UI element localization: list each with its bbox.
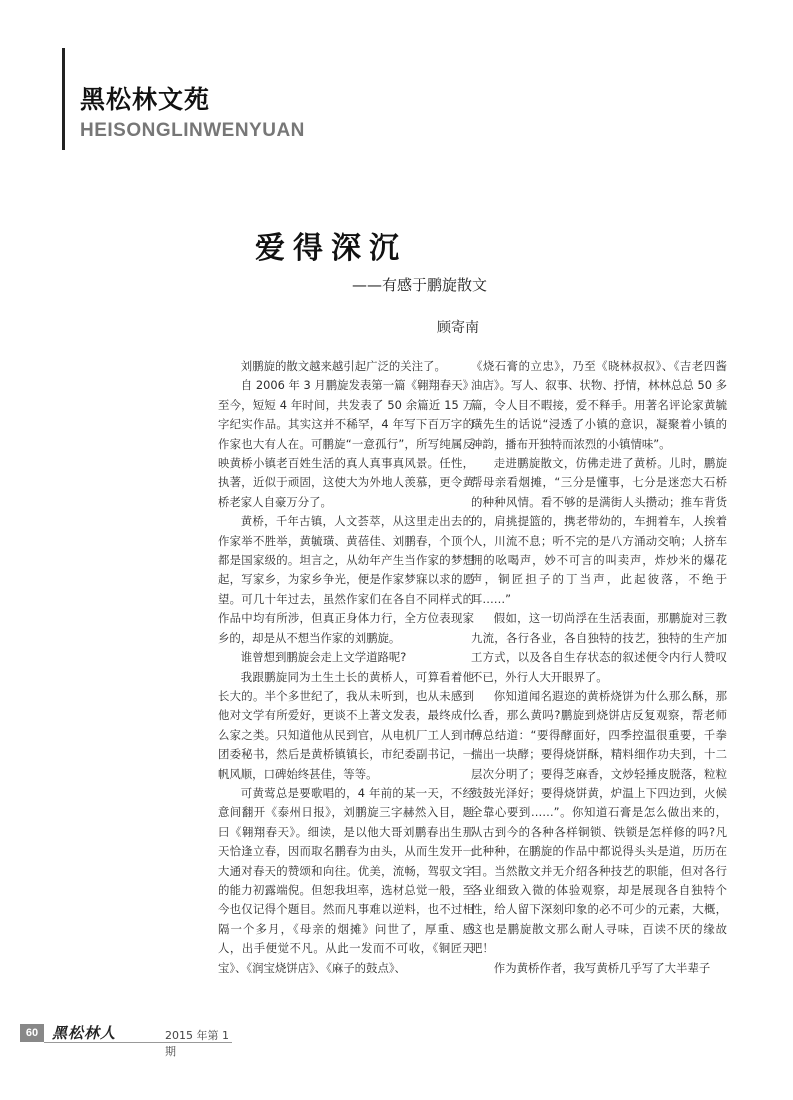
- paragraph: 自 2006 年 3 月鹏旋发表第一篇《翱翔春天》至今，短短 4 年时间，共发表了 50 余篇近 15 万字纪实作品。其实这并不稀罕，4 年写下百万字的作家也大有人在。可鹏旋“一意孤行”，所写纯属反映黄桥小镇老百姓生活的真人真事真风景。任性，执著，近似于顽固，这使大为外地人羡慕，更令黄桥老家人自豪万分了。: [218, 378, 474, 509]
- paragraph: 作为黄桥作者，我写黄桥几乎写了大半辈子: [493, 960, 711, 975]
- issue-label: 2015 年第 1 期: [165, 1029, 229, 1058]
- article-author: 顾寄南: [437, 320, 479, 336]
- paragraph: 黄桥，千年古镇，人文荟萃，从这里走出去的作家举不胜举，黄毓璜、黄蓓佳、刘鹏春，个顶个都是国家级的。坦言之，从幼年产生当作家的梦想起，写家乡，为家乡争光，便是作家梦寐以求的愿望。可几十年过去，虽然作家们在各自不同样式的作品中均有所涉，但真正身体力行，全方位表现家乡的，却是从不想当作家的刘鹏旋。: [218, 514, 474, 645]
- section-title: 黑松林文苑: [80, 85, 211, 114]
- paragraph: 你知道闻名遐迩的黄桥烧饼为什么那么酥，那么香，那么黄吗?鹏旋到烧饼店反复观察，帮老师傅总结道：“要得酵面好，四季控温很重要，千拳揣出一块酵；要得烧饼酥，精料细作功夫到，十二层次分明了；要得芝麻香，文炒轻捶皮脱落，粒粒鼓鼓光泽好；要得烧饼黄，炉温上下四边到，火候全靠心要到……”。你知道石膏是怎么做出来的，从古到今的各种各样铜锁、铁锁是怎样修的吗?凡此种种，在鹏旋的作品中都说得头头是道，历历在目。当然散文并无介绍各种技艺的职能，但对各行各业细致入微的体验观察，却是展现各自独特个性，给人留下深刻印象的必不可少的元素，大概，这也是鹏旋散文那么耐人寻味，百读不厌的缘故吧！: [471, 688, 727, 956]
- paragraph: 假如，这一切尚浮在生活表面，那鹏旋对三教九流，各行各业，各自独特的技艺，独特的生产加工方式，以及各自生存状态的叙述便令内行人赞叹不已，外行人大开眼界了。: [471, 611, 727, 684]
- paragraph: 可黄莺总是要歌唱的，4 年前的某一天，不经意间翻开《泰州日报》，刘鹏旋三字赫然入目，题曰《翱翔春天》。细读，是以他大哥刘鹏春出生那天恰逢立春，因而取名鹏春为由头，从而生发开一大通对春天的赞颂和向往。优美，流畅，驾驭文字的能力初露端倪。但恕我坦率，选材总觉一般，至今也仅记得个题目。然而凡事难以逆料，也不过相隔一个多月，《母亲的烟摊》问世了，厚重、感人，出手便觉不凡。从此一发而不可收，《铜匠天宝》、《润宝烧饼店》、《麻子的鼓点》、: [218, 785, 474, 975]
- paragraph: 刘鹏旋的散文越来越引起广泛的关注了。: [240, 359, 446, 373]
- page-number: 60: [20, 1024, 44, 1042]
- footer-divider: [44, 1042, 232, 1043]
- magazine-logo: 黑松林人: [52, 1024, 117, 1042]
- page-footer: [20, 1022, 232, 1058]
- paragraph: 我跟鹏旋同为土生土长的黄桥人，可算看着他长大的。半个多世纪了，我从未听到，也从未感到他对文学有所爱好，更谈不上著文发表，最终成什么家之类。只知道他从民到官，从电机厂工人到市团委秘书，然后是黄桥镇镇长，市纪委副书记，一帆风顺，口碑始终甚佳，等等。: [218, 669, 474, 781]
- right-column: [471, 357, 727, 978]
- paragraph: 《烧石膏的立忠》，乃至《晓林叔叔》、《吉老四酱油店》。写人、叙事、状物、抒情，林林总总 50 多篇，令人目不暇接，爱不释手。用著名评论家黄毓璜先生的话说“浸透了小镇的意识，凝聚着小镇的神韵，播布开独特而浓烈的小镇情味”。: [471, 359, 727, 451]
- paragraph: 谁曾想到鹏旋会走上文学道路呢?: [240, 650, 407, 665]
- article-title: 爱得深沉: [255, 231, 407, 266]
- article-subtitle: ——有感于鹏旋散文: [352, 276, 488, 294]
- section-subtitle: HEISONGLINWENYUAN: [80, 120, 305, 141]
- section-bar: [62, 48, 65, 150]
- paragraph: 走进鹏旋散文，仿佛走进了黄桥。儿时，鹏旋帮母亲看烟摊，“三分是懂事，七分是迷恋大石桥的种种风情。看不够的是满街人头攒动；推车背货的，肩挑提篮的，携老带幼的，车拥着车，人挨着人，川流不息；听不完的是八方涌动交响；人挤车拥的吆喝声，妙不可言的叫卖声，炸炒米的爆花声，铜匠担子的丁当声，此起彼落，不绝于耳……”: [471, 456, 727, 606]
- left-column: [218, 357, 474, 978]
